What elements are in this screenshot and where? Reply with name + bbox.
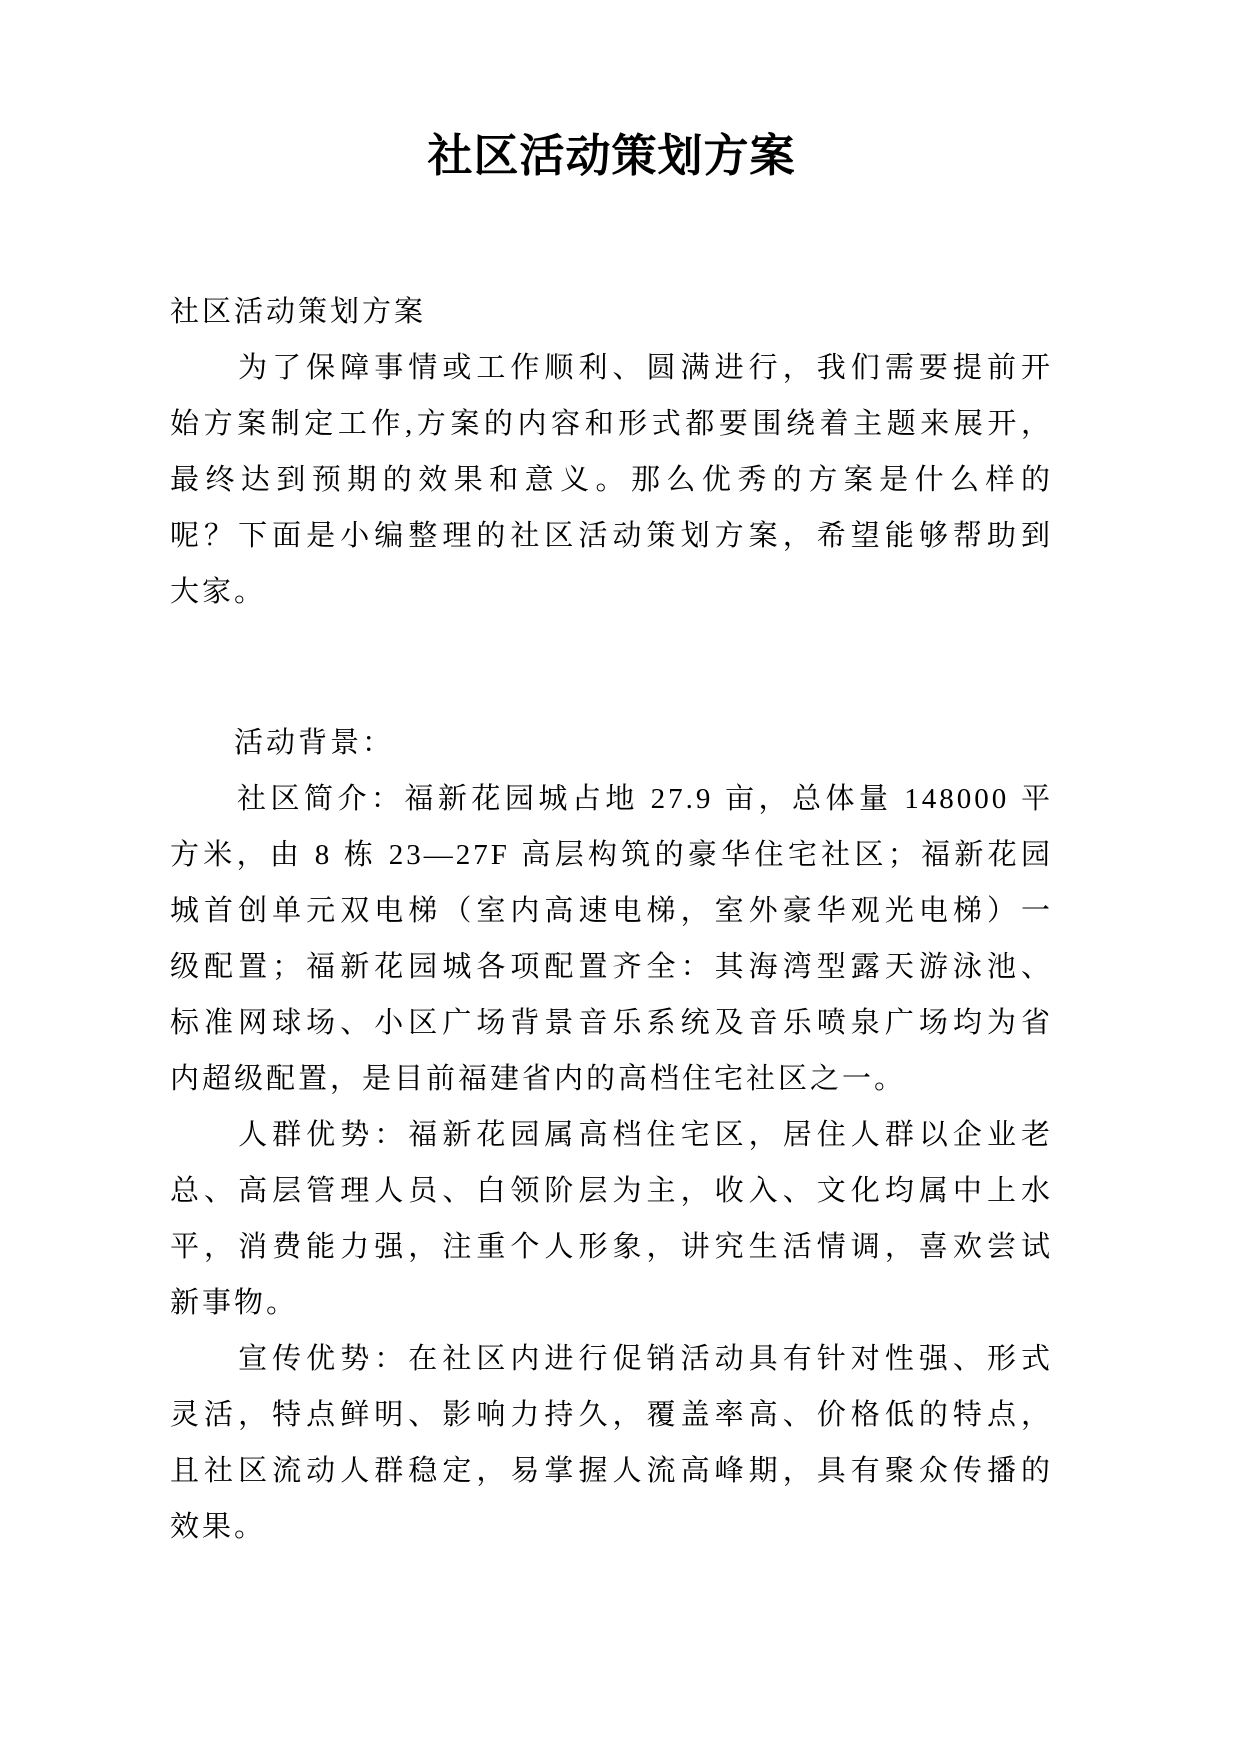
text-line: 始方案制定工作,方案的内容和形式都要围绕着主题来展开， xyxy=(170,408,1053,440)
text-line: 标准网球场、小区广场背景音乐系统及音乐喷泉广场均为省 xyxy=(170,1007,1053,1039)
text-line: 新事物。 xyxy=(170,1287,299,1319)
background-heading xyxy=(170,715,1053,771)
crowd-advantage-paragraph xyxy=(170,1107,1053,1331)
text-line: 灵活，特点鲜明、影响力持久，覆盖率高、价格低的特点， xyxy=(170,1399,1053,1431)
text-line: 级配置；福新花园城各项配置齐全：其海湾型露天游泳池、 xyxy=(170,951,1053,983)
document-body xyxy=(170,284,1053,1555)
community-intro-paragraph xyxy=(170,771,1053,1107)
text-line: 总、高层管理人员、白领阶层为主，收入、文化均属中上水 xyxy=(170,1175,1053,1207)
promotion-advantage-paragraph xyxy=(170,1331,1053,1555)
text-line: 效果。 xyxy=(170,1511,267,1543)
document-title: 社区活动策划方案 xyxy=(427,131,796,181)
text-line: 社区简介：福新花园城占地 27.9 亩，总体量 148000 平 xyxy=(170,783,1053,815)
text-line: 人群优势：福新花园属高档住宅区，居住人群以企业老 xyxy=(170,1119,1053,1151)
text-line: 大家。 xyxy=(170,576,267,608)
intro-heading-line xyxy=(170,284,1053,340)
text-line: 社区活动策划方案 xyxy=(170,296,427,328)
text-line: 内超级配置，是目前福建省内的高档住宅社区之一。 xyxy=(170,1063,907,1095)
intro-paragraph xyxy=(170,340,1053,620)
text-line: 城首创单元双电梯（室内高速电梯，室外豪华观光电梯）一 xyxy=(170,895,1053,927)
text-line: 最终达到预期的效果和意义。那么优秀的方案是什么样的 xyxy=(170,464,1053,496)
text-line: 方米，由 8 栋 23—27F 高层构筑的豪华住宅社区；福新花园 xyxy=(170,839,1053,871)
text-line: 为了保障事情或工作顺利、圆满进行，我们需要提前开 xyxy=(170,352,1053,384)
text-line: 活动背景： xyxy=(170,727,395,759)
text-line: 宣传优势：在社区内进行促销活动具有针对性强、形式 xyxy=(170,1343,1053,1375)
text-line: 呢？下面是小编整理的社区活动策划方案，希望能够帮助到 xyxy=(170,520,1053,552)
text-line: 且社区流动人群稳定，易掌握人流高峰期，具有聚众传播的 xyxy=(170,1455,1053,1487)
text-line: 平，消费能力强，注重个人形象，讲究生活情调，喜欢尝试 xyxy=(170,1231,1053,1263)
blank-line xyxy=(170,620,1053,715)
